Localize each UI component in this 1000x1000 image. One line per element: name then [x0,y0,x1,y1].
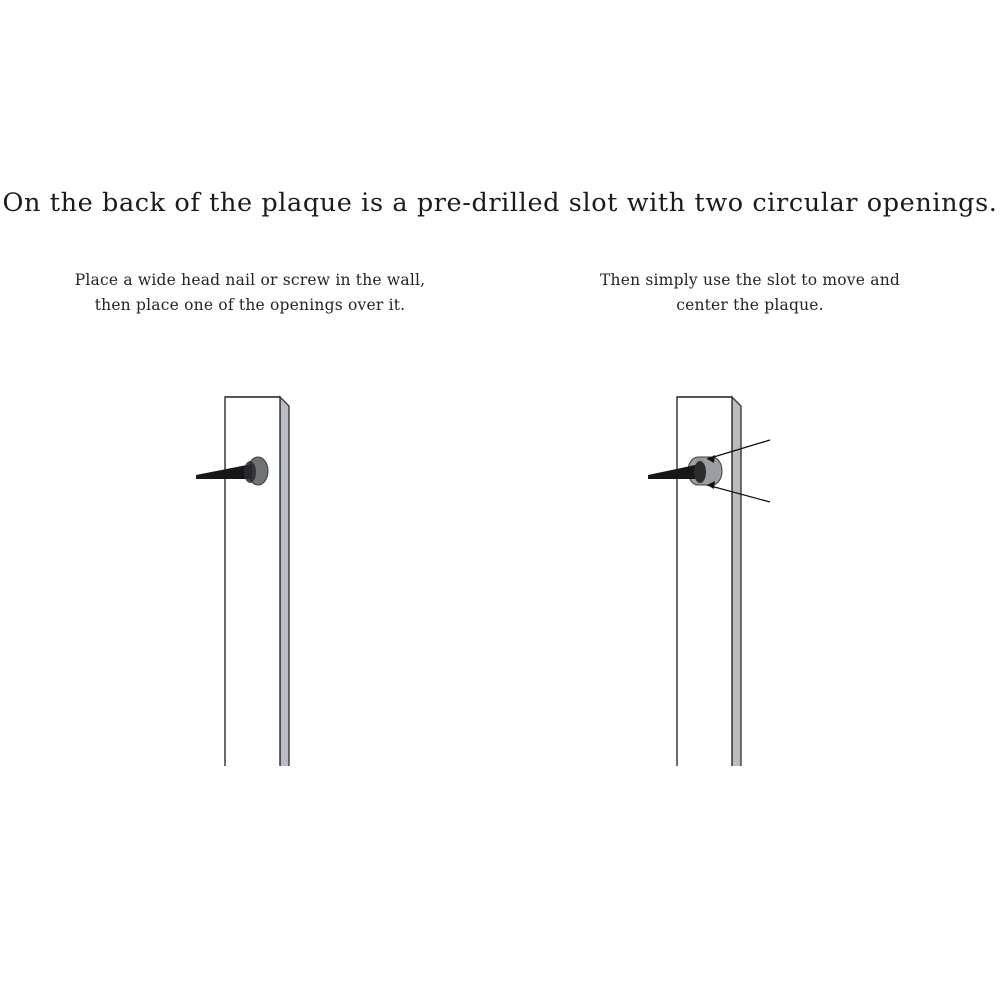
panel-right-caption-line2: center the plaque. [676,296,824,314]
panel-left-caption-line2: then place one of the openings over it. [94,296,406,314]
plaque-edge [732,397,741,766]
panel-left [0,268,500,788]
page-title: On the back of the plaque is a pre-drilled slot with two circular openings. [2,188,998,218]
nail-head-shadow [244,461,256,483]
panel-left-caption-line1: Place a wide head nail or screw in the wall, [74,271,426,289]
panel-right-caption [500,268,1000,318]
nail-head [694,461,706,483]
panel-right-illustration [500,326,1000,766]
plaque-edge [280,397,289,766]
panel-left-caption [0,268,500,318]
panel-container [0,268,1000,788]
plaque-face [677,397,732,766]
nail-shaft [196,464,252,479]
panel-right-caption-line1: Then simply use the slot to move and [599,271,901,289]
nail-shaft [648,464,700,479]
plaque-face [225,397,280,766]
panel-left-illustration [0,326,500,766]
panel-right [500,268,1000,788]
